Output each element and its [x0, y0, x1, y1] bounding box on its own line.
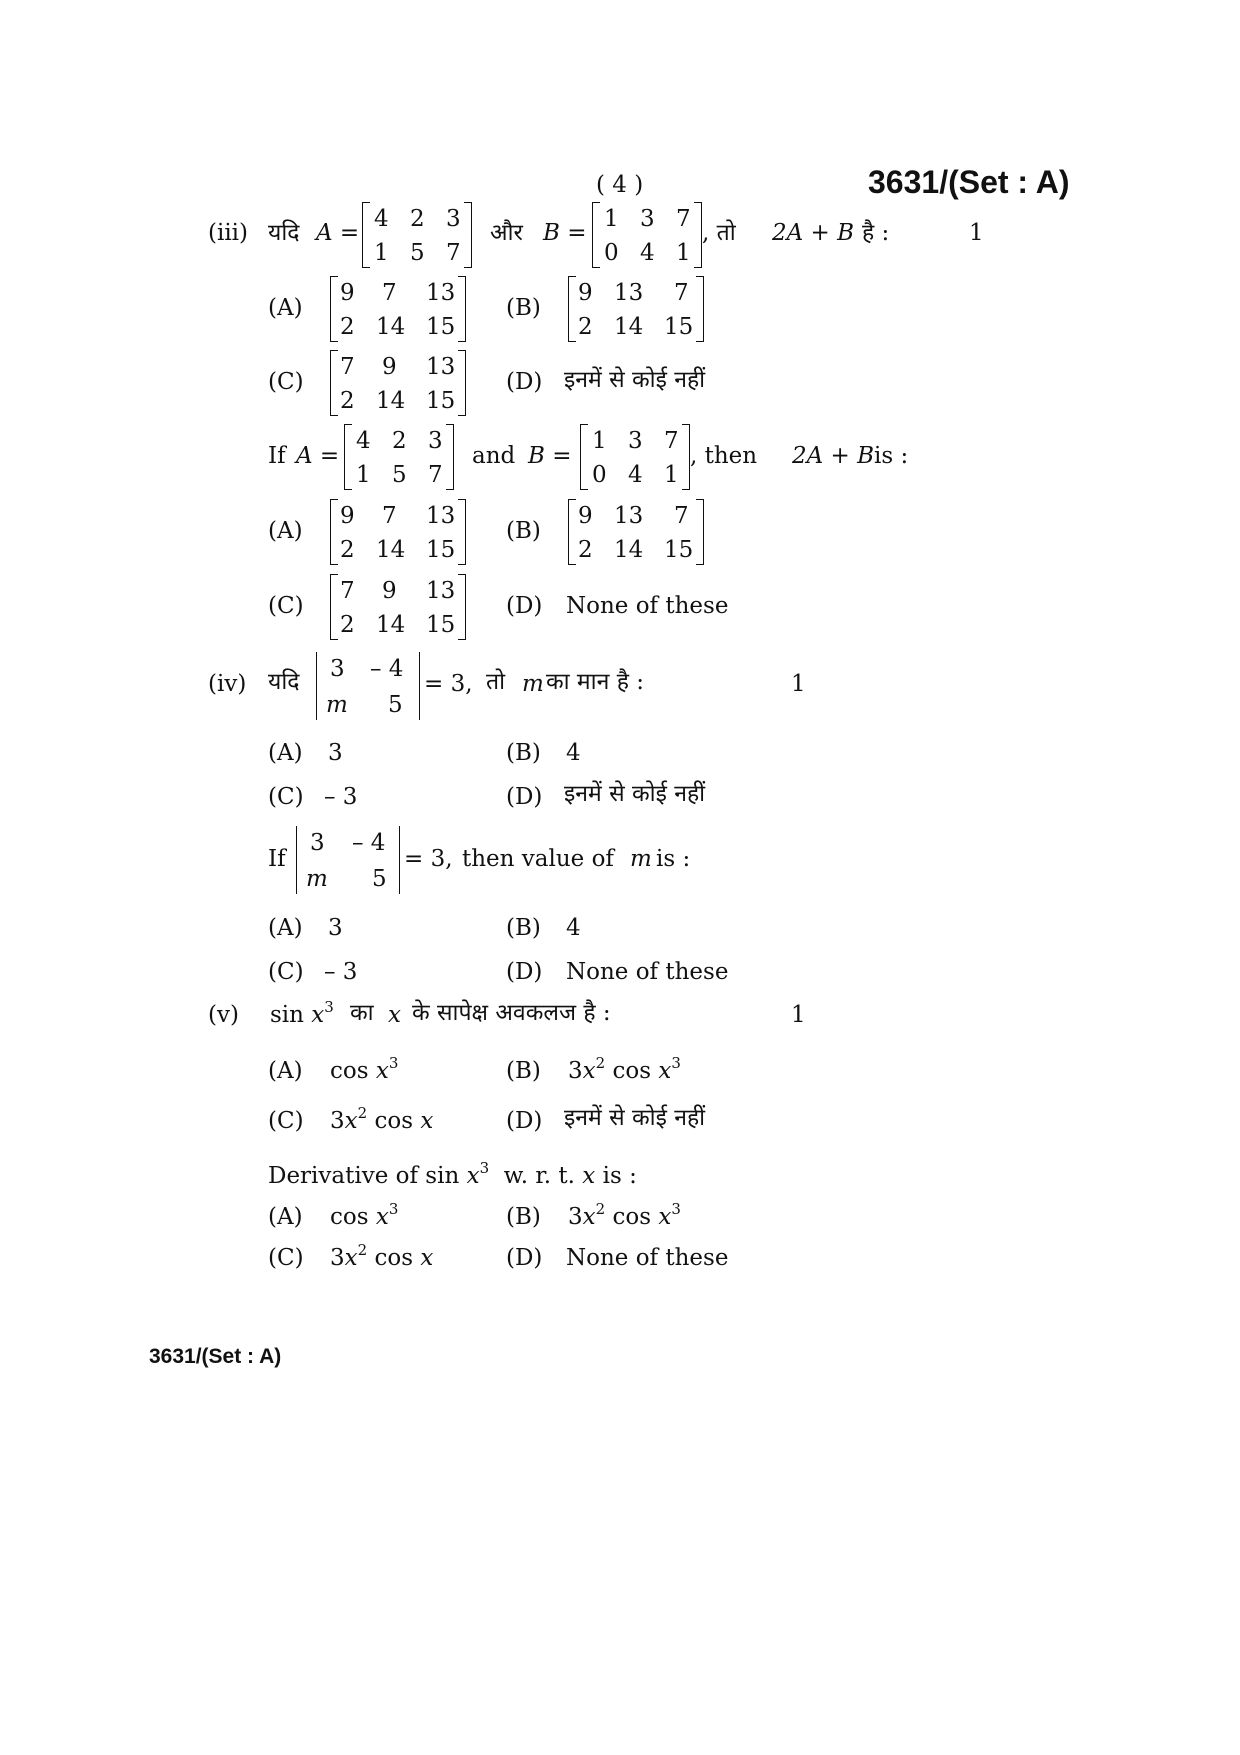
- q3-marks: 1: [969, 220, 984, 246]
- page-number: ( 4 ): [596, 172, 644, 198]
- set-code-header: 3631/(Set : A): [868, 164, 1070, 200]
- q5-hi-rest: के सापेक्ष अवकलज है :: [412, 1000, 611, 1026]
- q4-en-opt-a-label: (A): [268, 915, 303, 941]
- q3-en-matrix-b: 1 3 7 0 4 1: [580, 424, 690, 490]
- set-code-footer: 3631/(Set : A): [149, 1345, 282, 1368]
- q5-en-opt-a: $\cos x^3$: [330, 1200, 399, 1230]
- q3-en-opt-b-matrix: 9 13 7 2 14 15: [568, 499, 704, 565]
- q5-hi-opt-d: इनमें से कोई नहीं: [564, 1105, 706, 1131]
- q3-hi-matrix-b: 1 3 7 0 4 1: [592, 202, 702, 268]
- q5-hi-opt-c-label: (C): [268, 1108, 304, 1134]
- q3-hi-a-eq: A =: [316, 220, 360, 246]
- q3-hi-opt-d: इनमें से कोई नहीं: [564, 367, 706, 393]
- q4-hi-opt-a-label: (A): [268, 740, 303, 766]
- q4-en-opt-d-label: (D): [506, 959, 543, 985]
- q4-hi-opt-b-label: (B): [506, 740, 541, 766]
- q5-hi-opt-a: $\cos x^3$: [330, 1054, 399, 1084]
- q3-en-opt-c-label: (C): [268, 593, 304, 619]
- q4-hi-opt-b: 4: [566, 740, 581, 766]
- q4-en-opt-d: None of these: [566, 959, 729, 985]
- q5-en-opt-b: $3x^2$ $\cos x^3$: [568, 1200, 681, 1230]
- q5-en-opt-c: $3x^2$ cos x: [330, 1241, 434, 1271]
- q4-en-then: then value of: [462, 846, 614, 872]
- q3-hi-expr: 2A + B: [772, 220, 855, 246]
- q3-hi-opt-d-label: (D): [506, 369, 543, 395]
- q5-label: (v): [208, 1002, 239, 1028]
- q3-label: (iii): [208, 220, 249, 246]
- q4-en-if: If: [268, 846, 286, 872]
- q5-hi-opt-b-label: (B): [506, 1058, 541, 1084]
- q4-en-opt-c: – 3: [324, 959, 358, 985]
- q3-hi-matrix-a: 4 2 3 1 5 7: [362, 202, 472, 268]
- q4-en-opt-a: 3: [328, 915, 343, 941]
- q5-en-opt-d-label: (D): [506, 1245, 543, 1271]
- q3-en-matrix-a: 4 2 3 1 5 7: [344, 424, 454, 490]
- q4-en-opt-c-label: (C): [268, 959, 304, 985]
- q4-en-opt-b: 4: [566, 915, 581, 941]
- q4-marks: 1: [791, 671, 806, 697]
- q3-en-opt-d: None of these: [566, 593, 729, 619]
- q4-en-eq: = 3,: [404, 846, 453, 872]
- q4-hi-opt-c: – 3: [324, 784, 358, 810]
- q3-hi-b-eq: B =: [543, 220, 587, 246]
- q3-en-is: is :: [874, 443, 909, 469]
- q3-en-opt-a-matrix: 9 7 13 2 14 15: [330, 499, 466, 565]
- q4-hi-determinant: 3 – 4 m 5: [316, 652, 420, 720]
- q5-hi-x: x: [388, 1002, 401, 1028]
- q3-hi-opt-c-matrix: 7 9 13 2 14 15: [330, 350, 466, 416]
- q3-hi-opt-a-label: (A): [268, 295, 303, 321]
- q3-hi-is: है :: [862, 220, 890, 246]
- q4-en-determinant: 3 – 4 m 5: [296, 826, 400, 894]
- q3-en-opt-c-matrix: 7 9 13 2 14 15: [330, 574, 466, 640]
- q3-hi-opt-c-label: (C): [268, 369, 304, 395]
- q3-hi-opt-a-matrix: 9 7 13 2 14 15: [330, 276, 466, 342]
- q4-en-m: m: [630, 846, 652, 872]
- q3-hi-if: यदि: [268, 220, 300, 246]
- q5-en-opt-d: None of these: [566, 1245, 729, 1271]
- q5-en-question: Derivative of $\sin x^3$ w. r. t. x is :: [268, 1159, 637, 1189]
- q5-hi-opt-c: $3x^2$ cos x: [330, 1104, 434, 1134]
- q4-hi-m: m: [522, 671, 544, 697]
- q3-hi-and: और: [490, 220, 523, 246]
- q3-en-a-eq: A =: [296, 443, 340, 469]
- q4-en-opt-b-label: (B): [506, 915, 541, 941]
- q5-hi-expr: $\sin x^3$: [270, 998, 334, 1028]
- q3-hi-then: , तो: [702, 220, 736, 246]
- q4-hi-opt-d-label: (D): [506, 784, 543, 810]
- q4-hi-rest: का मान है :: [546, 669, 644, 695]
- q5-en-opt-a-label: (A): [268, 1204, 303, 1230]
- q3-en-opt-a-label: (A): [268, 518, 303, 544]
- q3-hi-opt-b-label: (B): [506, 295, 541, 321]
- q4-en-rest: is :: [656, 846, 691, 872]
- q4-hi-then: तो: [486, 669, 506, 695]
- q3-en-if: If: [268, 443, 286, 469]
- q5-en-opt-c-label: (C): [268, 1245, 304, 1271]
- q4-label: (iv): [208, 671, 247, 697]
- q4-hi-if: यदि: [268, 669, 300, 695]
- q4-hi-opt-c-label: (C): [268, 784, 304, 810]
- q3-en-b-eq: B =: [528, 443, 572, 469]
- q5-hi-opt-a-label: (A): [268, 1058, 303, 1084]
- q5-hi-opt-b: $3x^2$ $\cos x^3$: [568, 1054, 681, 1084]
- q3-en-opt-b-label: (B): [506, 518, 541, 544]
- q3-en-then: , then: [690, 443, 758, 469]
- q5-marks: 1: [791, 1002, 806, 1028]
- q3-en-expr: 2A + B: [792, 443, 875, 469]
- q5-hi-opt-d-label: (D): [506, 1108, 543, 1134]
- q4-hi-eq: = 3,: [424, 671, 473, 697]
- q3-en-opt-d-label: (D): [506, 593, 543, 619]
- q4-hi-opt-a: 3: [328, 740, 343, 766]
- q4-hi-opt-d: इनमें से कोई नहीं: [564, 781, 706, 807]
- q3-hi-opt-b-matrix: 9 13 7 2 14 15: [568, 276, 704, 342]
- q3-en-and: and: [472, 443, 516, 469]
- q5-en-opt-b-label: (B): [506, 1204, 541, 1230]
- q5-hi-ka: का: [350, 1000, 374, 1026]
